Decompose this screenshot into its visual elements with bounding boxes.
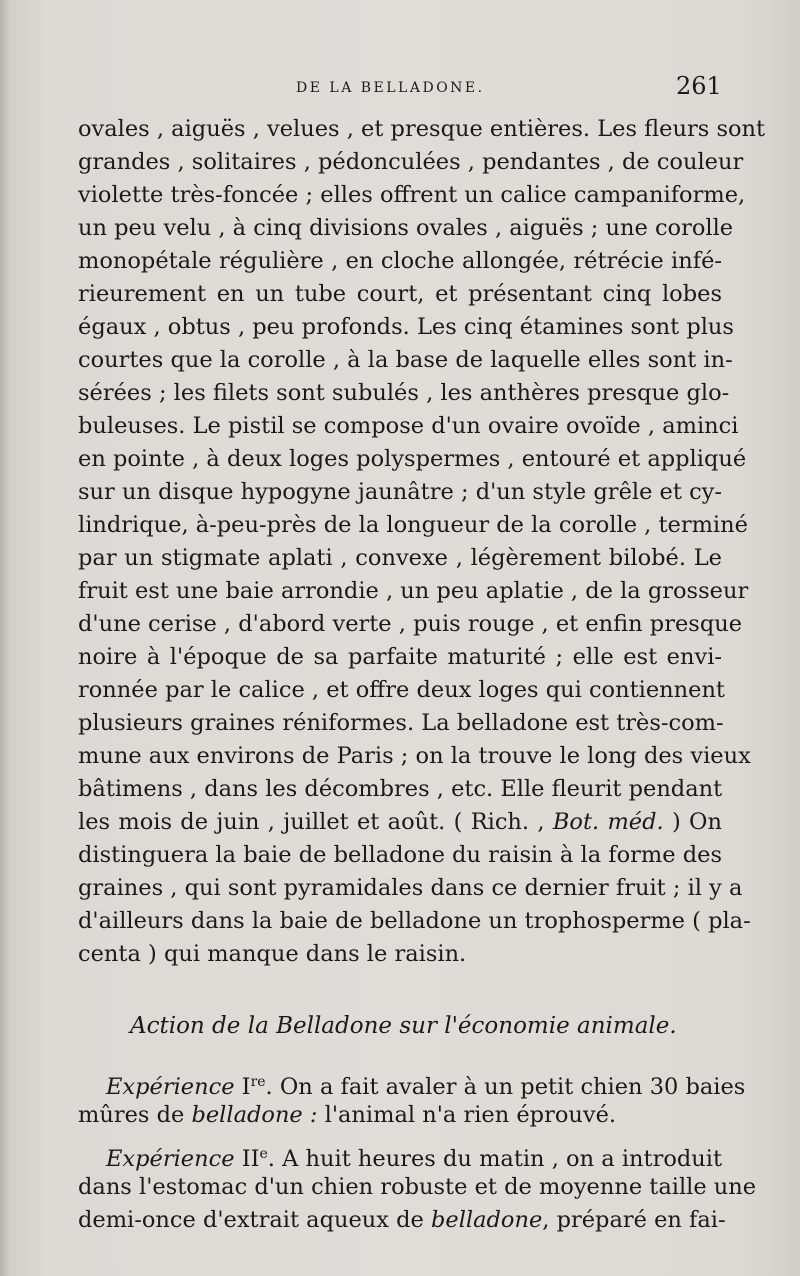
text-line: violette très-foncée ; elles offrent un calice campaniforme, <box>78 182 746 208</box>
experience-2-numeral: II <box>241 1146 260 1172</box>
experience-2-line-3-end: , préparé en fai- <box>542 1207 726 1233</box>
text-line: grandes , solitaires , pédonculées , pendantes , de couleur <box>78 149 744 175</box>
experience-1-line-2 <box>78 1100 616 1130</box>
experience-2-superscript: e <box>259 1146 268 1162</box>
text-line: distinguera la baie de belladone du raisin à la forme des <box>78 842 722 868</box>
text-line: courtes que la corolle , à la base de laquelle elles sont in- <box>78 347 733 373</box>
text-line: buleuses. Le pistil se compose d'un ovaire ovoïde , aminci <box>78 413 739 439</box>
page-gutter-shadow <box>0 0 10 1276</box>
experience-1-line-2-italic: belladone : <box>191 1102 318 1128</box>
text-line: un peu velu , à cinq divisions ovales , aiguës ; une corolle <box>78 215 734 241</box>
text-line: ovales , aiguës , velues , et presque entières. Les fleurs sont <box>78 116 766 142</box>
text-line: en pointe , à deux loges polyspermes , entouré et appliqué <box>78 446 747 472</box>
text-line: bâtimens , dans les décombres , etc. Elle fleurit pendant <box>78 776 723 802</box>
citation-prefix: les mois de juin , juillet et août. ( Rich. , <box>78 809 553 835</box>
text-line: fruit est une baie arrondie , un peu aplatie , de la grosseur <box>78 578 749 604</box>
section-title: Action de la Belladone sur l'économie animale. <box>130 1013 677 1039</box>
experience-2-line-3-start: demi-once d'extrait aqueux de <box>78 1207 431 1233</box>
text-line: d'ailleurs dans la baie de belladone un trophosperme ( pla- <box>78 908 751 934</box>
text-line: centa ) qui manque dans le raisin. <box>78 941 467 967</box>
experience-1-line-2-end: l'animal n'a rien éprouvé. <box>317 1102 617 1128</box>
text-line: d'une cerise , d'abord verte , puis rouge , et enfin presque <box>78 611 743 637</box>
text-line: noire à l'époque de sa parfaite maturité ; elle est envi- <box>78 644 722 670</box>
experience-2-line-3 <box>78 1205 726 1235</box>
text-line: ronnée par le calice , et offre deux loges qui contiennent <box>78 677 725 703</box>
page-number: 261 <box>676 72 722 100</box>
experience-1-line-1 <box>106 1067 746 1102</box>
text-line: graines , qui sont pyramidales dans ce dernier fruit ; il y a <box>78 875 743 901</box>
citation-italic: Bot. méd. <box>552 809 664 835</box>
text-line-citation <box>78 807 722 837</box>
page-header <box>0 72 800 104</box>
experience-1-superscript: re <box>250 1074 266 1090</box>
text-line: sérées ; les filets sont subulés , les anthères presque glo- <box>78 380 730 406</box>
experience-2-line-2: dans l'estomac d'un chien robuste et de moyenne taille une <box>78 1174 757 1200</box>
experience-1-label: Expérience <box>106 1074 235 1100</box>
text-line: mune aux environs de Paris ; on la trouve le long des vieux <box>78 743 751 769</box>
citation-suffix: ) On <box>663 809 722 835</box>
experience-1-text: . On a fait avaler à un petit chien 30 baies <box>265 1074 746 1100</box>
experience-1-numeral: I <box>241 1074 251 1100</box>
text-line: plusieurs graines réniformes. La belladone est très-com- <box>78 710 724 736</box>
text-line: rieurement en un tube court, et présentant cinq lobes <box>78 281 722 307</box>
text-line: égaux , obtus , peu profonds. Les cinq étamines sont plus <box>78 314 734 340</box>
text-line: lindrique, à-peu-près de la longueur de la corolle , terminé <box>78 512 748 538</box>
text-line: par un stigmate aplati , convexe , légèrement bilobé. Le <box>78 545 722 571</box>
experience-2-line-1 <box>106 1139 722 1174</box>
running-head: DE LA BELLADONE. <box>296 80 485 96</box>
experience-2-text: . A huit heures du matin , on a introduit <box>267 1146 723 1172</box>
text-line: sur un disque hypogyne jaunâtre ; d'un style grêle et cy- <box>78 479 722 505</box>
experience-2-line-3-italic: belladone <box>430 1207 543 1233</box>
text-line: monopétale régulière , en cloche allongée, rétrécie infé- <box>78 248 722 274</box>
experience-1-line-2-start: mûres de <box>78 1102 192 1128</box>
experience-2-label: Expérience <box>106 1146 235 1172</box>
